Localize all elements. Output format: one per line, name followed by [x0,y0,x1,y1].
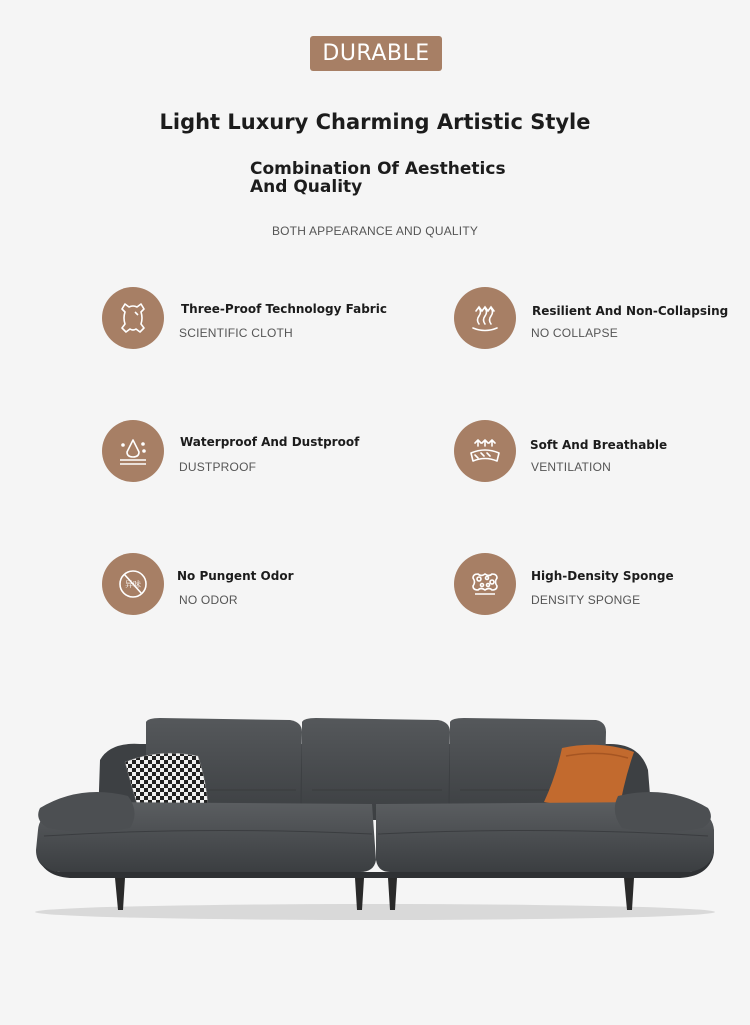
feature-resilient [454,287,750,351]
sofa-image [0,700,750,930]
page-caption: BOTH APPEARANCE AND QUALITY [271,224,479,238]
durable-badge: DURABLE [310,36,442,71]
page-subtitle [250,160,570,196]
water-drop-icon [102,420,164,482]
leather-hide-icon [102,287,164,349]
subtitle-line-2: And Quality [250,177,363,197]
feature-subtitle: DENSITY SPONGE [531,593,641,607]
breathable-fabric-icon [454,420,516,482]
subtitle-line-1: Combination Of Aesthetics [250,159,506,179]
feature-subtitle: DUSTPROOF [179,460,257,474]
feature-title: Resilient And Non-Collapsing [532,304,729,318]
sponge-icon [454,553,516,615]
no-odor-icon [102,553,164,615]
feature-waterproof [102,420,422,484]
feature-no-odor [102,553,422,617]
page-title: Light Luxury Charming Artistic Style [159,110,591,134]
feature-title: High-Density Sponge [531,569,674,583]
feature-subtitle: NO ODOR [179,593,238,607]
feature-breathable [454,420,750,484]
feature-title: Waterproof And Dustproof [180,435,360,449]
feature-title: Soft And Breathable [530,438,668,452]
feature-subtitle: NO COLLAPSE [531,326,618,340]
feature-subtitle: SCIENTIFIC CLOTH [179,326,293,340]
feature-title: No Pungent Odor [177,569,294,583]
feature-subtitle: VENTILATION [531,460,611,474]
feature-title: Three-Proof Technology Fabric [181,302,387,316]
feature-fabric [102,287,422,351]
no-odor-icon-text: 异味 [125,580,141,589]
feature-sponge [454,553,750,617]
rebound-arrows-icon [454,287,516,349]
